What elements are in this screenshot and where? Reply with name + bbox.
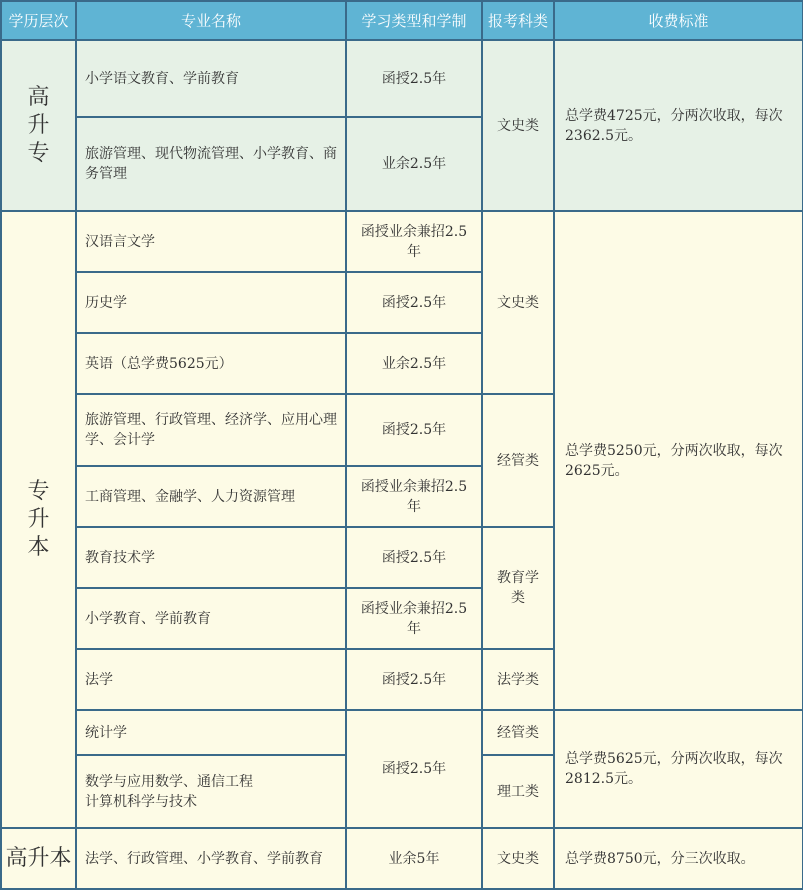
category-cell: 法学类 [482,649,554,710]
fee-cell: 总学费5250元，分两次收取，每次2625元。 [554,211,803,710]
type-cell: 函授业余兼招2.5年 [346,211,482,272]
header-fee: 收费标准 [554,1,803,40]
level-label: 高升专 [27,84,50,166]
type-cell: 函授2.5年 [346,527,482,588]
fee-cell: 总学费8750元，分三次收取。 [554,828,803,889]
header-major: 专业名称 [76,1,346,40]
type-cell: 函授业余兼招2.5年 [346,588,482,649]
major-cell: 小学语文教育、学前教育 [76,40,346,117]
table-row [1,710,803,755]
category-cell: 文史类 [482,828,554,889]
major-cell: 法学、行政管理、小学教育、学前教育 [76,828,346,889]
major-cell: 教育技术学 [76,527,346,588]
major-cell: 工商管理、金融学、人力资源管理 [76,466,346,527]
category-cell: 文史类 [482,40,554,211]
category-cell: 教育学类 [482,527,554,649]
header-type: 学习类型和学制 [346,1,482,40]
type-cell: 业余2.5年 [346,117,482,211]
major-cell: 历史学 [76,272,346,333]
type-cell: 函授2.5年 [346,394,482,466]
level-cell-gaoshengzhuan [1,40,76,211]
type-cell: 业余2.5年 [346,333,482,394]
header-level: 学历层次 [1,1,76,40]
type-cell: 函授2.5年 [346,272,482,333]
major-cell: 汉语言文学 [76,211,346,272]
header-row [1,1,803,40]
header-category: 报考科类 [482,1,554,40]
table-row [1,828,803,889]
major-cell: 旅游管理、行政管理、经济学、应用心理学、会计学 [76,394,346,466]
major-cell: 英语（总学费5625元） [76,333,346,394]
table-row [1,211,803,272]
category-cell: 经管类 [482,710,554,755]
type-cell: 业余5年 [346,828,482,889]
category-cell: 理工类 [482,755,554,828]
fee-cell: 总学费5625元，分两次收取，每次2812.5元。 [554,710,803,828]
major-cell: 统计学 [76,710,346,755]
category-cell: 经管类 [482,394,554,527]
major-cell: 小学教育、学前教育 [76,588,346,649]
major-cell: 数学与应用数学、通信工程 计算机科学与技术 [76,755,346,828]
type-cell: 函授2.5年 [346,40,482,117]
level-cell-zhuanshengben [1,211,76,828]
level-cell-gaoshengben: 高升本 [1,828,76,889]
level-label: 专升本 [27,478,50,560]
fee-cell: 总学费4725元，分两次收取，每次2362.5元。 [554,40,803,211]
type-cell: 函授2.5年 [346,710,482,828]
type-cell: 函授业余兼招2.5年 [346,466,482,527]
type-cell: 函授2.5年 [346,649,482,710]
category-cell: 文史类 [482,211,554,394]
major-cell: 旅游管理、现代物流管理、小学教育、商务管理 [76,117,346,211]
table-row [1,40,803,117]
major-cell: 法学 [76,649,346,710]
